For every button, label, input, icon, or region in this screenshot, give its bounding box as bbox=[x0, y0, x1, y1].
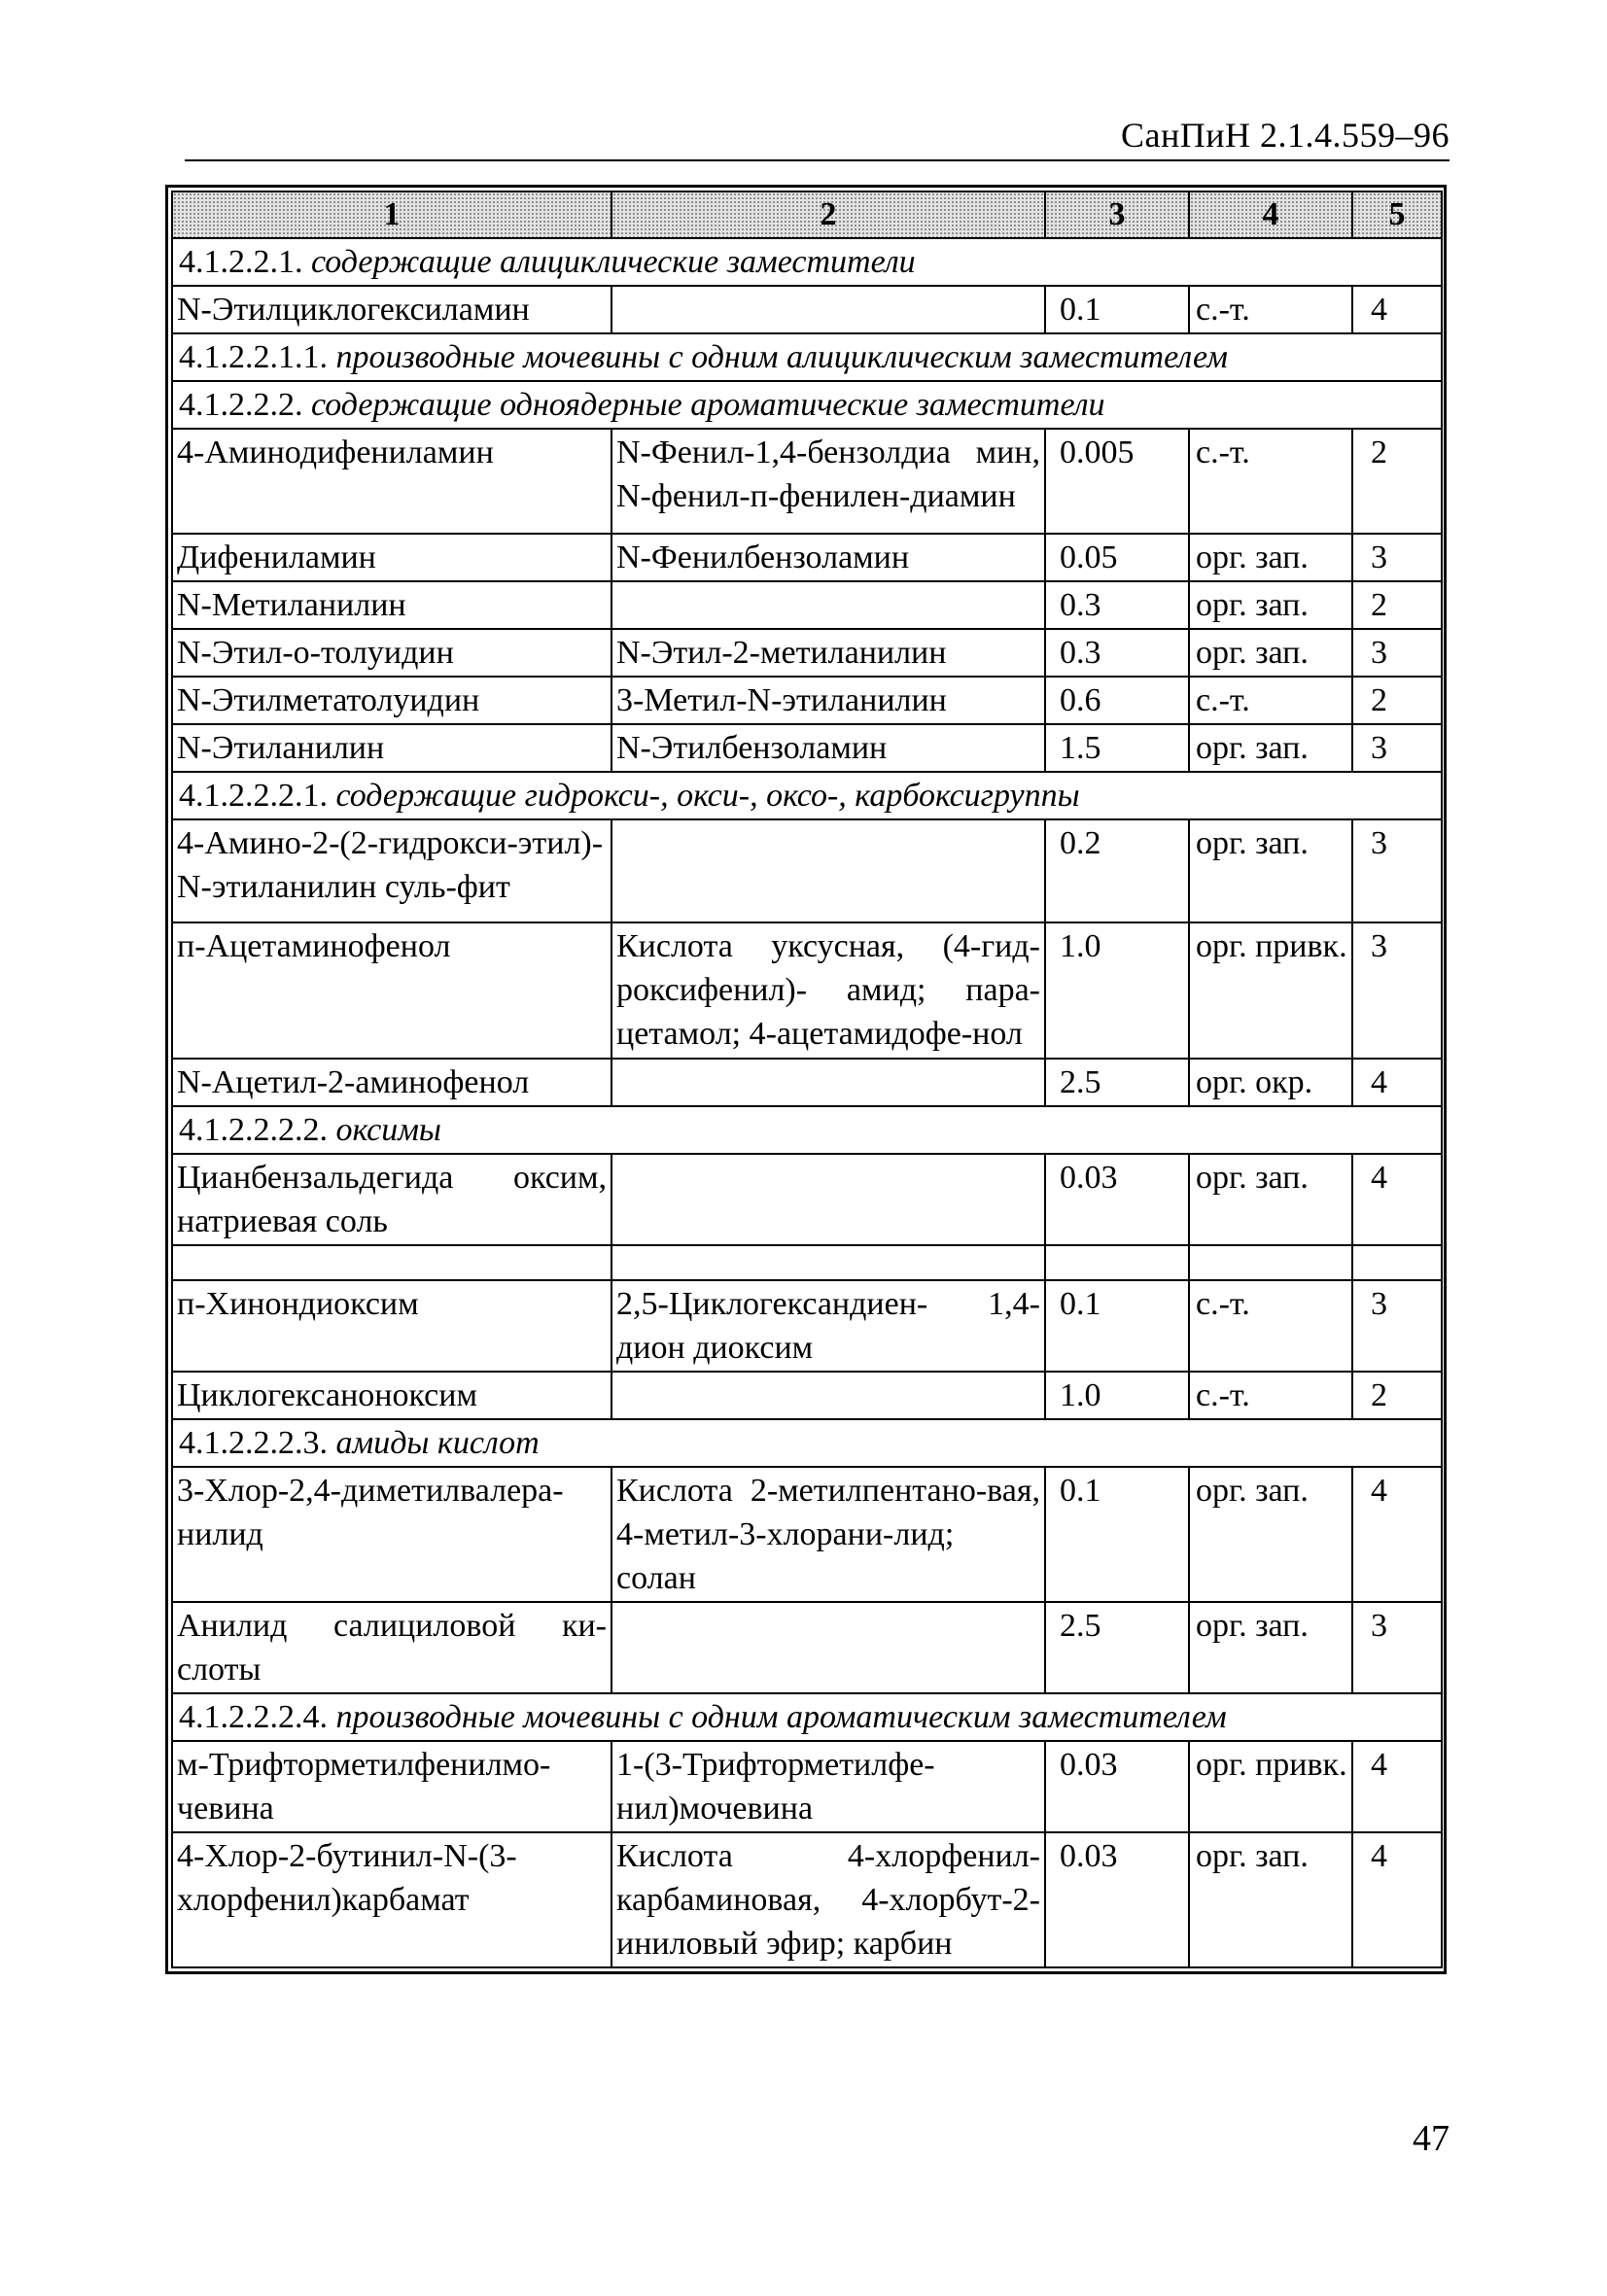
substance-row bbox=[172, 429, 1442, 534]
substance-name-cell: Анилид салициловой ки-слоты bbox=[172, 1602, 611, 1693]
harm-indicator-cell: орг. привк. bbox=[1189, 1741, 1352, 1832]
section-heading-row bbox=[172, 333, 1442, 381]
section-title: производные мочевины с одним алициклическим заместителем bbox=[335, 339, 1228, 375]
section-heading bbox=[172, 238, 1442, 286]
harm-indicator-cell: с.-т. bbox=[1189, 286, 1352, 333]
hazard-class-cell: 3 bbox=[1352, 629, 1442, 677]
section-title: оксимы bbox=[335, 1112, 441, 1148]
substance-row bbox=[172, 1280, 1442, 1372]
column-number-row bbox=[172, 191, 1442, 238]
substance-synonyms-cell bbox=[611, 1602, 1045, 1693]
section-code: 4.1.2.2.1. bbox=[179, 244, 303, 280]
hazard-class-cell: 3 bbox=[1352, 819, 1442, 922]
harm-indicator-cell: орг. зап. bbox=[1189, 1832, 1352, 1967]
section-heading-row bbox=[172, 381, 1442, 429]
substance-synonyms-cell: Кислота уксусная, (4-гид-роксифенил)- амид; пара-цетамол; 4-ацетамидофе-нол bbox=[611, 922, 1045, 1059]
harm-indicator-cell: с.-т. bbox=[1189, 429, 1352, 534]
hazard-class-cell: 4 bbox=[1352, 1154, 1442, 1245]
section-code: 4.1.2.2.2. bbox=[179, 387, 303, 423]
hazard-class-cell: 2 bbox=[1352, 1372, 1442, 1419]
harm-indicator-cell: орг. зап. bbox=[1189, 724, 1352, 772]
substance-synonyms-cell bbox=[611, 1059, 1045, 1106]
substance-synonyms-cell: N-Этил-2-метиланилин bbox=[611, 629, 1045, 677]
substance-name-cell: 4-Хлор-2-бутинил-N-(3-хлорфенил)карбамат bbox=[172, 1832, 611, 1967]
limit-value-cell: 0.03 bbox=[1045, 1154, 1189, 1245]
page-number: 47 bbox=[1413, 2118, 1450, 2159]
limit-value-cell: 0.03 bbox=[1045, 1832, 1189, 1967]
blank-cell bbox=[172, 1245, 611, 1280]
limit-value-cell: 1.5 bbox=[1045, 724, 1189, 772]
section-heading bbox=[172, 1106, 1442, 1154]
substance-synonyms-cell bbox=[611, 286, 1045, 333]
harm-indicator-cell: орг. зап. bbox=[1189, 534, 1352, 581]
hazard-class-cell: 3 bbox=[1352, 1280, 1442, 1372]
hazard-class-cell: 2 bbox=[1352, 429, 1442, 534]
substance-row bbox=[172, 1154, 1442, 1245]
section-heading bbox=[172, 1419, 1442, 1467]
limit-value-cell: 1.0 bbox=[1045, 922, 1189, 1059]
substance-row bbox=[172, 922, 1442, 1059]
substance-synonyms-cell bbox=[611, 1154, 1045, 1245]
harm-indicator-cell: с.-т. bbox=[1189, 1280, 1352, 1372]
section-title: содержащие алициклические заместители bbox=[311, 244, 916, 280]
section-heading-row bbox=[172, 1693, 1442, 1741]
substance-row bbox=[172, 677, 1442, 724]
hazard-class-cell: 4 bbox=[1352, 1741, 1442, 1832]
limit-value-cell: 0.3 bbox=[1045, 581, 1189, 629]
blank-cell bbox=[1045, 1245, 1189, 1280]
section-title: амиды кислот bbox=[335, 1425, 540, 1461]
substance-name-cell: N-Этил-о-толуидин bbox=[172, 629, 611, 677]
substance-row bbox=[172, 1372, 1442, 1419]
section-title: содержащие гидрокси-, окси-, оксо-, карбоксигруппы bbox=[335, 778, 1080, 814]
substance-row bbox=[172, 534, 1442, 581]
hazard-class-cell: 4 bbox=[1352, 1467, 1442, 1602]
limit-value-cell: 0.2 bbox=[1045, 819, 1189, 922]
section-code: 4.1.2.2.1.1. bbox=[179, 339, 328, 375]
hazard-class-cell: 2 bbox=[1352, 581, 1442, 629]
substance-row bbox=[172, 286, 1442, 333]
hazard-class-cell: 3 bbox=[1352, 1602, 1442, 1693]
hazard-class-cell: 3 bbox=[1352, 534, 1442, 581]
harm-indicator-cell: орг. привк. bbox=[1189, 922, 1352, 1059]
substance-name-cell: Дифениламин bbox=[172, 534, 611, 581]
limit-value-cell: 0.1 bbox=[1045, 1467, 1189, 1602]
hazard-class-cell: 3 bbox=[1352, 724, 1442, 772]
limit-value-cell: 0.6 bbox=[1045, 677, 1189, 724]
section-heading bbox=[172, 333, 1442, 381]
section-heading-row bbox=[172, 1419, 1442, 1467]
limit-value-cell: 2.5 bbox=[1045, 1059, 1189, 1106]
substance-name-cell: Цианбензальдегида оксим, натриевая соль bbox=[172, 1154, 611, 1245]
substance-synonyms-cell: 3-Метил-N-этиланилин bbox=[611, 677, 1045, 724]
hazard-class-cell: 4 bbox=[1352, 1059, 1442, 1106]
hazard-class-cell: 4 bbox=[1352, 286, 1442, 333]
limit-value-cell: 0.3 bbox=[1045, 629, 1189, 677]
harm-indicator-cell: орг. зап. bbox=[1189, 581, 1352, 629]
substance-row bbox=[172, 1832, 1442, 1967]
limit-value-cell: 0.005 bbox=[1045, 429, 1189, 534]
substance-row bbox=[172, 1741, 1442, 1832]
substance-synonyms-cell bbox=[611, 819, 1045, 922]
section-heading bbox=[172, 381, 1442, 429]
hazard-class-cell: 2 bbox=[1352, 677, 1442, 724]
harm-indicator-cell: орг. зап. bbox=[1189, 629, 1352, 677]
substance-row bbox=[172, 629, 1442, 677]
harm-indicator-cell: орг. зап. bbox=[1189, 1602, 1352, 1693]
section-heading bbox=[172, 772, 1442, 819]
section-code: 4.1.2.2.2.3. bbox=[179, 1425, 328, 1461]
substance-synonyms-cell: N-Фенил-1,4-бензолдиа мин, N-фенил-п-фенилен-диамин bbox=[611, 429, 1045, 534]
substance-row bbox=[172, 1602, 1442, 1693]
substance-name-cell: N-Этилметатолуидин bbox=[172, 677, 611, 724]
blank-cell bbox=[611, 1245, 1045, 1280]
section-code: 4.1.2.2.2.2. bbox=[179, 1112, 328, 1148]
harm-indicator-cell: орг. окр. bbox=[1189, 1059, 1352, 1106]
column-number-2: 2 bbox=[611, 191, 1045, 238]
substance-synonyms-cell: 1-(3-Трифторметилфе-нил)мочевина bbox=[611, 1741, 1045, 1832]
substance-synonyms-cell: 2,5-Циклогександиен- 1,4-дион диоксим bbox=[611, 1280, 1045, 1372]
section-heading-row bbox=[172, 1106, 1442, 1154]
substance-synonyms-cell: N-Этилбензоламин bbox=[611, 724, 1045, 772]
column-number-5: 5 bbox=[1352, 191, 1442, 238]
substance-name-cell: Циклогексаноноксим bbox=[172, 1372, 611, 1419]
substance-synonyms-cell bbox=[611, 1372, 1045, 1419]
column-number-4: 4 bbox=[1189, 191, 1352, 238]
section-heading bbox=[172, 1693, 1442, 1741]
substance-row bbox=[172, 819, 1442, 922]
substance-name-cell: м-Трифторметилфенилмо-чевина bbox=[172, 1741, 611, 1832]
substance-name-cell: N-Этилциклогексиламин bbox=[172, 286, 611, 333]
blank-cell bbox=[1189, 1245, 1352, 1280]
hazard-class-cell: 3 bbox=[1352, 922, 1442, 1059]
hazard-class-cell: 4 bbox=[1352, 1832, 1442, 1967]
standards-table bbox=[171, 191, 1443, 1968]
substance-name-cell: N-Ацетил-2-аминофенол bbox=[172, 1059, 611, 1106]
substance-synonyms-cell: Кислота 4-хлорфенил-карбаминовая, 4-хлорбут-2-иниловый эфир; карбин bbox=[611, 1832, 1045, 1967]
substance-name-cell: п-Ацетаминофенол bbox=[172, 922, 611, 1059]
substance-name-cell: п-Хинондиоксим bbox=[172, 1280, 611, 1372]
substance-name-cell: 4-Аминодифениламин bbox=[172, 429, 611, 534]
substance-synonyms-cell bbox=[611, 581, 1045, 629]
harm-indicator-cell: с.-т. bbox=[1189, 1372, 1352, 1419]
substance-name-cell: N-Метиланилин bbox=[172, 581, 611, 629]
section-heading-row bbox=[172, 772, 1442, 819]
section-heading-row bbox=[172, 238, 1442, 286]
section-title: содержащие одноядерные ароматические заместители bbox=[311, 387, 1105, 423]
column-number-1: 1 bbox=[172, 191, 611, 238]
limit-value-cell: 0.1 bbox=[1045, 1280, 1189, 1372]
section-title: производные мочевины с одним ароматическим заместителем bbox=[335, 1699, 1227, 1735]
standards-table-frame bbox=[165, 185, 1447, 1974]
substance-synonyms-cell: N-Фенилбензоламин bbox=[611, 534, 1045, 581]
substance-name-cell: N-Этиланилин bbox=[172, 724, 611, 772]
substance-row bbox=[172, 1467, 1442, 1602]
substance-row bbox=[172, 581, 1442, 629]
harm-indicator-cell: орг. зап. bbox=[1189, 1467, 1352, 1602]
column-number-3: 3 bbox=[1045, 191, 1189, 238]
blank-row bbox=[172, 1245, 1442, 1280]
substance-synonyms-cell: Кислота 2-метилпентано-вая, 4-метил-3-хлорани-лид; солан bbox=[611, 1467, 1045, 1602]
section-code: 4.1.2.2.2.1. bbox=[179, 778, 328, 814]
harm-indicator-cell: орг. зап. bbox=[1189, 1154, 1352, 1245]
harm-indicator-cell: с.-т. bbox=[1189, 677, 1352, 724]
limit-value-cell: 2.5 bbox=[1045, 1602, 1189, 1693]
substance-name-cell: 4-Амино-2-(2-гидрокси-этил)-N-этиланилин суль-фит bbox=[172, 819, 611, 922]
header-rule bbox=[185, 159, 1450, 161]
substance-row bbox=[172, 724, 1442, 772]
limit-value-cell: 1.0 bbox=[1045, 1372, 1189, 1419]
harm-indicator-cell: орг. зап. bbox=[1189, 819, 1352, 922]
limit-value-cell: 0.1 bbox=[1045, 286, 1189, 333]
substance-row bbox=[172, 1059, 1442, 1106]
limit-value-cell: 0.05 bbox=[1045, 534, 1189, 581]
limit-value-cell: 0.03 bbox=[1045, 1741, 1189, 1832]
section-code: 4.1.2.2.2.4. bbox=[179, 1699, 328, 1735]
blank-cell bbox=[1352, 1245, 1442, 1280]
document-code-header: СанПиН 2.1.4.559–96 bbox=[1120, 116, 1450, 155]
substance-name-cell: 3-Хлор-2,4-диметилвалера-нилид bbox=[172, 1467, 611, 1602]
